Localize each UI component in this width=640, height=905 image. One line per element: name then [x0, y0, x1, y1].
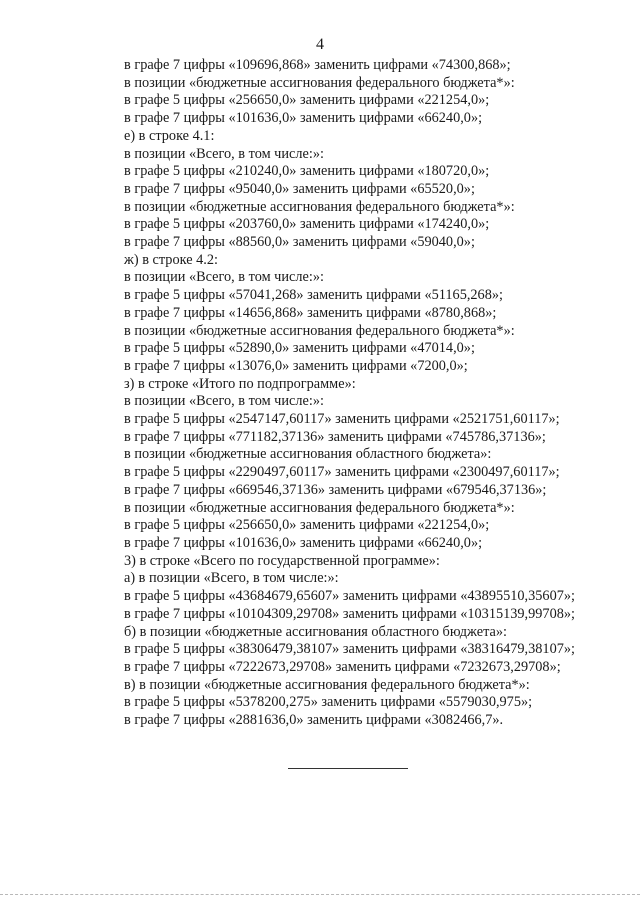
text-line: в графе 7 цифры «7222673,29708» заменить цифрами «7232673,29708»; — [124, 658, 561, 675]
text-line: в позиции «Всего, в том числе:»: — [124, 145, 324, 162]
text-line: в графе 5 цифры «43684679,65607» заменить цифрами «43895510,35607»; — [124, 588, 575, 605]
text-line: в графе 7 цифры «101636,0» заменить цифрами «66240,0»; — [124, 110, 483, 127]
text-line: в графе 5 цифры «2547147,60117» заменить цифрами «2521751,60117»; — [124, 411, 560, 428]
text-line: в графе 5 цифры «256650,0» заменить цифрами «221254,0»; — [124, 517, 490, 534]
text-line: в графе 7 цифры «669546,37136» заменить цифрами «679546,37136»; — [124, 481, 547, 498]
end-of-text-rule — [288, 768, 408, 769]
text-line: в графе 5 цифры «38306479,38107» заменить цифрами «38316479,38107»; — [124, 641, 575, 658]
text-line: в графе 5 цифры «203760,0» заменить цифрами «174240,0»; — [124, 216, 490, 233]
text-line: в позиции «бюджетные ассигнования федерального бюджета*»: — [124, 198, 515, 215]
page-number: 4 — [316, 36, 324, 53]
text-line: е) в строке 4.1: — [124, 127, 215, 144]
text-line: в графе 5 цифры «52890,0» заменить цифрами «47014,0»; — [124, 340, 475, 357]
text-line: в) в позиции «бюджетные ассигнования федерального бюджета*»: — [124, 676, 530, 693]
text-line: в графе 5 цифры «256650,0» заменить цифрами «221254,0»; — [124, 92, 490, 109]
text-line: в графе 7 цифры «10104309,29708» заменить цифрами «10315139,99708»; — [124, 605, 575, 622]
text-line: в графе 5 цифры «5378200,275» заменить цифрами «5579030,975»; — [124, 694, 533, 711]
scan-edge-line — [0, 894, 640, 895]
text-line: з) в строке «Итого по подпрограмме»: — [124, 375, 356, 392]
text-line: в графе 7 цифры «771182,37136» заменить цифрами «745786,37136»; — [124, 428, 546, 445]
text-line: а) в позиции «Всего, в том числе:»: — [124, 570, 339, 587]
text-line: в графе 5 цифры «57041,268» заменить цифрами «51165,268»; — [124, 287, 503, 304]
text-line: в позиции «бюджетные ассигнования федерального бюджета*»: — [124, 74, 515, 91]
text-line: в позиции «бюджетные ассигнования федерального бюджета*»: — [124, 499, 515, 516]
text-line: в позиции «Всего, в том числе:»: — [124, 393, 324, 410]
text-line: в графе 7 цифры «13076,0» заменить цифрами «7200,0»; — [124, 357, 468, 374]
text-line: ж) в строке 4.2: — [124, 251, 218, 268]
text-line: в графе 7 цифры «14656,868» заменить цифрами «8780,868»; — [124, 304, 497, 321]
text-line: в графе 5 цифры «2290497,60117» заменить цифрами «2300497,60117»; — [124, 464, 560, 481]
text-line: в графе 7 цифры «95040,0» заменить цифрами «65520,0»; — [124, 180, 475, 197]
text-line: в позиции «Всего, в том числе:»: — [124, 269, 324, 286]
text-line: в графе 7 цифры «109696,868» заменить цифрами «74300,868»; — [124, 57, 511, 73]
text-line: б) в позиции «бюджетные ассигнования областного бюджета»: — [124, 623, 507, 640]
text-line: в графе 7 цифры «101636,0» заменить цифрами «66240,0»; — [124, 534, 483, 551]
text-line: в позиции «бюджетные ассигнования областного бюджета»: — [124, 446, 492, 463]
text-line: в позиции «бюджетные ассигнования федерального бюджета*»: — [124, 322, 515, 339]
text-line: в графе 5 цифры «210240,0» заменить цифрами «180720,0»; — [124, 163, 490, 180]
amendment-text — [124, 57, 624, 730]
text-line: в графе 7 цифры «88560,0» заменить цифрами «59040,0»; — [124, 234, 475, 251]
text-line: 3) в строке «Всего по государственной программе»: — [124, 552, 440, 569]
text-line: в графе 7 цифры «2881636,0» заменить цифрами «3082466,7». — [124, 712, 504, 729]
